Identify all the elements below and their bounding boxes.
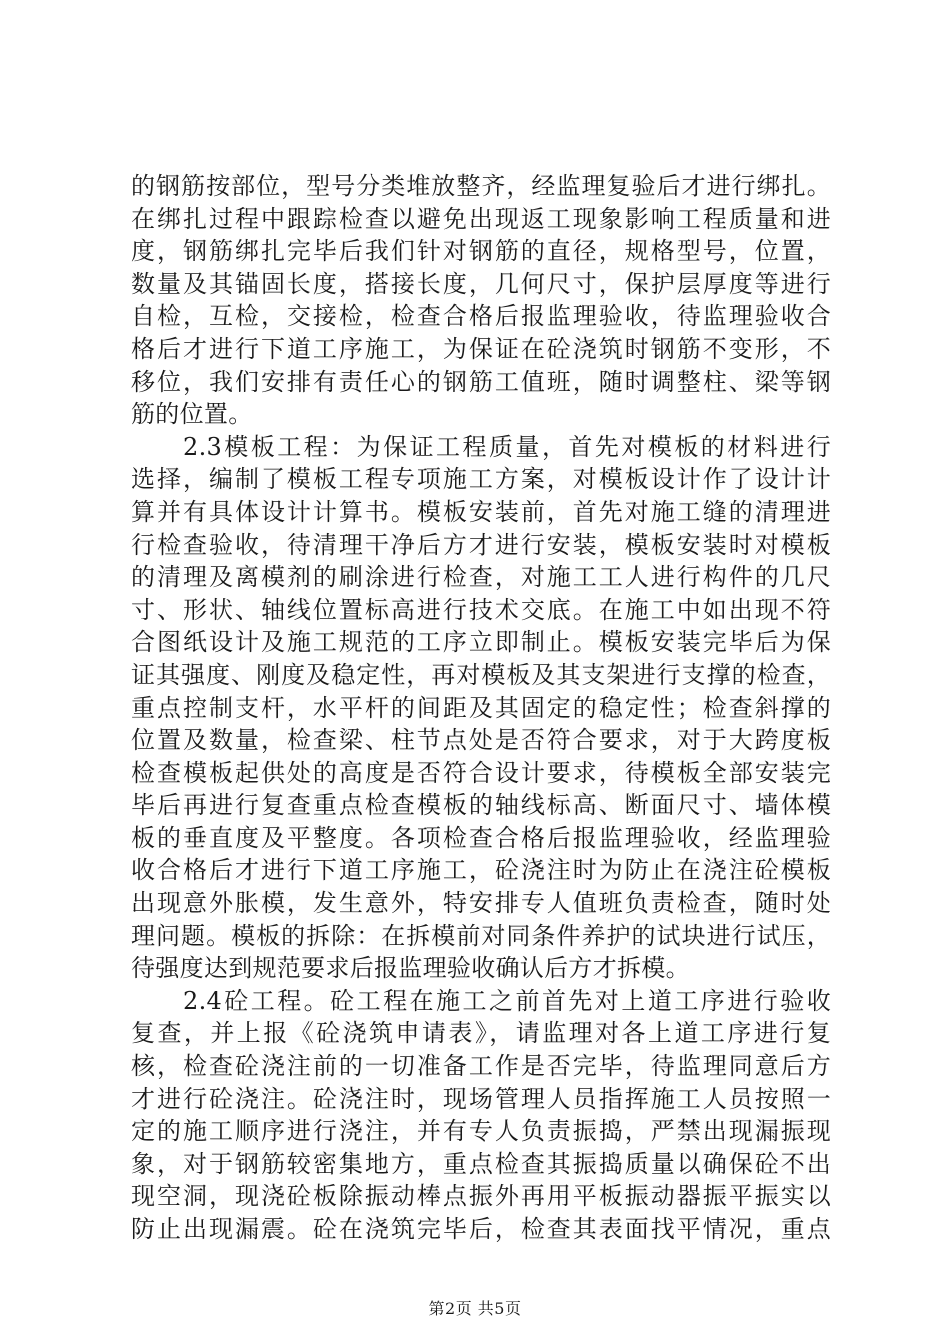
text-line: 核，检查砼浇注前的一切准备工作是否完毕，待监理同意后方	[131, 1052, 831, 1081]
text-line: 象，对于钢筋较密集地方，重点检查其振捣质量以确保砼不出	[131, 1149, 831, 1178]
text-line: 的钢筋按部位，型号分类堆放整齐，经监理复验后才进行绑扎。	[131, 172, 831, 200]
text-line: 理问题。模板的拆除：在拆模前对同条件养护的试块进行试压，	[131, 921, 831, 950]
section-heading-line: 2.3模板工程：为保证工程质量，首先对模板的材料进行	[183, 432, 831, 461]
text-line: 收合格后才进行下道工序施工，砼浇注时为防止在浇注砼模板	[131, 856, 831, 885]
text-line: 选择，编制了模板工程专项施工方案，对模板设计作了设计计	[131, 465, 831, 494]
section-heading-line: 2.4砼工程。砼工程在施工之前首先对上道工序进行验收	[183, 986, 831, 1015]
text-line: 现空洞，现浇砼板除振动棒点振外再用平板振动器振平振实以	[131, 1182, 831, 1211]
text-line: 板的垂直度及平整度。各项检查合格后报监理验收，经监理验	[131, 823, 831, 852]
text-line: 检查模板起供处的高度是否符合设计要求，待模板全部安装完	[131, 758, 831, 787]
text-line: 度，钢筋绑扎完毕后我们针对钢筋的直径，规格型号，位置，	[131, 237, 831, 266]
text-line: 寸、形状、轴线位置标高进行技术交底。在施工中如出现不符	[131, 595, 831, 624]
text-line: 防止出现漏震。砼在浇筑完毕后，检查其表面找平情况，重点	[131, 1215, 831, 1243]
text-line: 格后才进行下道工序施工，为保证在砼浇筑时钢筋不变形，不	[131, 334, 831, 363]
text-line: 在绑扎过程中跟踪检查以避免出现返工现象影响工程质量和进	[131, 204, 831, 233]
text-line: 复查，并上报《砼浇筑申请表》，请监理对各上道工序进行复	[131, 1019, 831, 1048]
text-line: 出现意外胀模，发生意外，特安排专人值班负责检查，随时处	[131, 889, 831, 918]
text-line: 待强度达到规范要求后报监理验收确认后方才拆模。	[131, 954, 690, 983]
text-line: 筋的位置。	[131, 400, 253, 429]
text-line: 毕后再进行复查重点检查模板的轴线标高、断面尺寸、墙体模	[131, 791, 831, 820]
page-number-footer: 第2页 共5页	[428, 1299, 522, 1318]
document-body	[131, 170, 831, 1246]
text-line: 数量及其锚固长度，搭接长度，几何尺寸，保护层厚度等进行	[131, 269, 831, 298]
text-line: 位置及数量，检查梁、柱节点处是否符合要求，对于大跨度板	[131, 726, 831, 755]
text-line: 定的施工顺序进行浇注，并有专人负责振捣，严禁出现漏振现	[131, 1117, 831, 1146]
text-line: 行检查验收，待清理干净后方才进行安装，模板安装时对模板	[131, 530, 831, 559]
text-line: 的清理及离模剂的刷涂进行检查，对施工工人进行构件的几尺	[131, 563, 831, 592]
text-line: 移位，我们安排有责任心的钢筋工值班，随时调整柱、梁等钢	[131, 367, 831, 396]
text-line: 证其强度、刚度及稳定性，再对模板及其支架进行支撑的检查，	[131, 660, 831, 689]
text-line: 才进行砼浇注。砼浇注时，现场管理人员指挥施工人员按照一	[131, 1084, 831, 1113]
text-line: 算并有具体设计计算书。模板安装前，首先对施工缝的清理进	[131, 497, 831, 526]
text-line: 自检，互检，交接检，检查合格后报监理验收，待监理验收合	[131, 302, 831, 331]
text-line: 合图纸设计及施工规范的工序立即制止。模板安装完毕后为保	[131, 628, 831, 657]
text-line: 重点控制支杆，水平杆的间距及其固定的稳定性；检查斜撑的	[131, 693, 831, 722]
